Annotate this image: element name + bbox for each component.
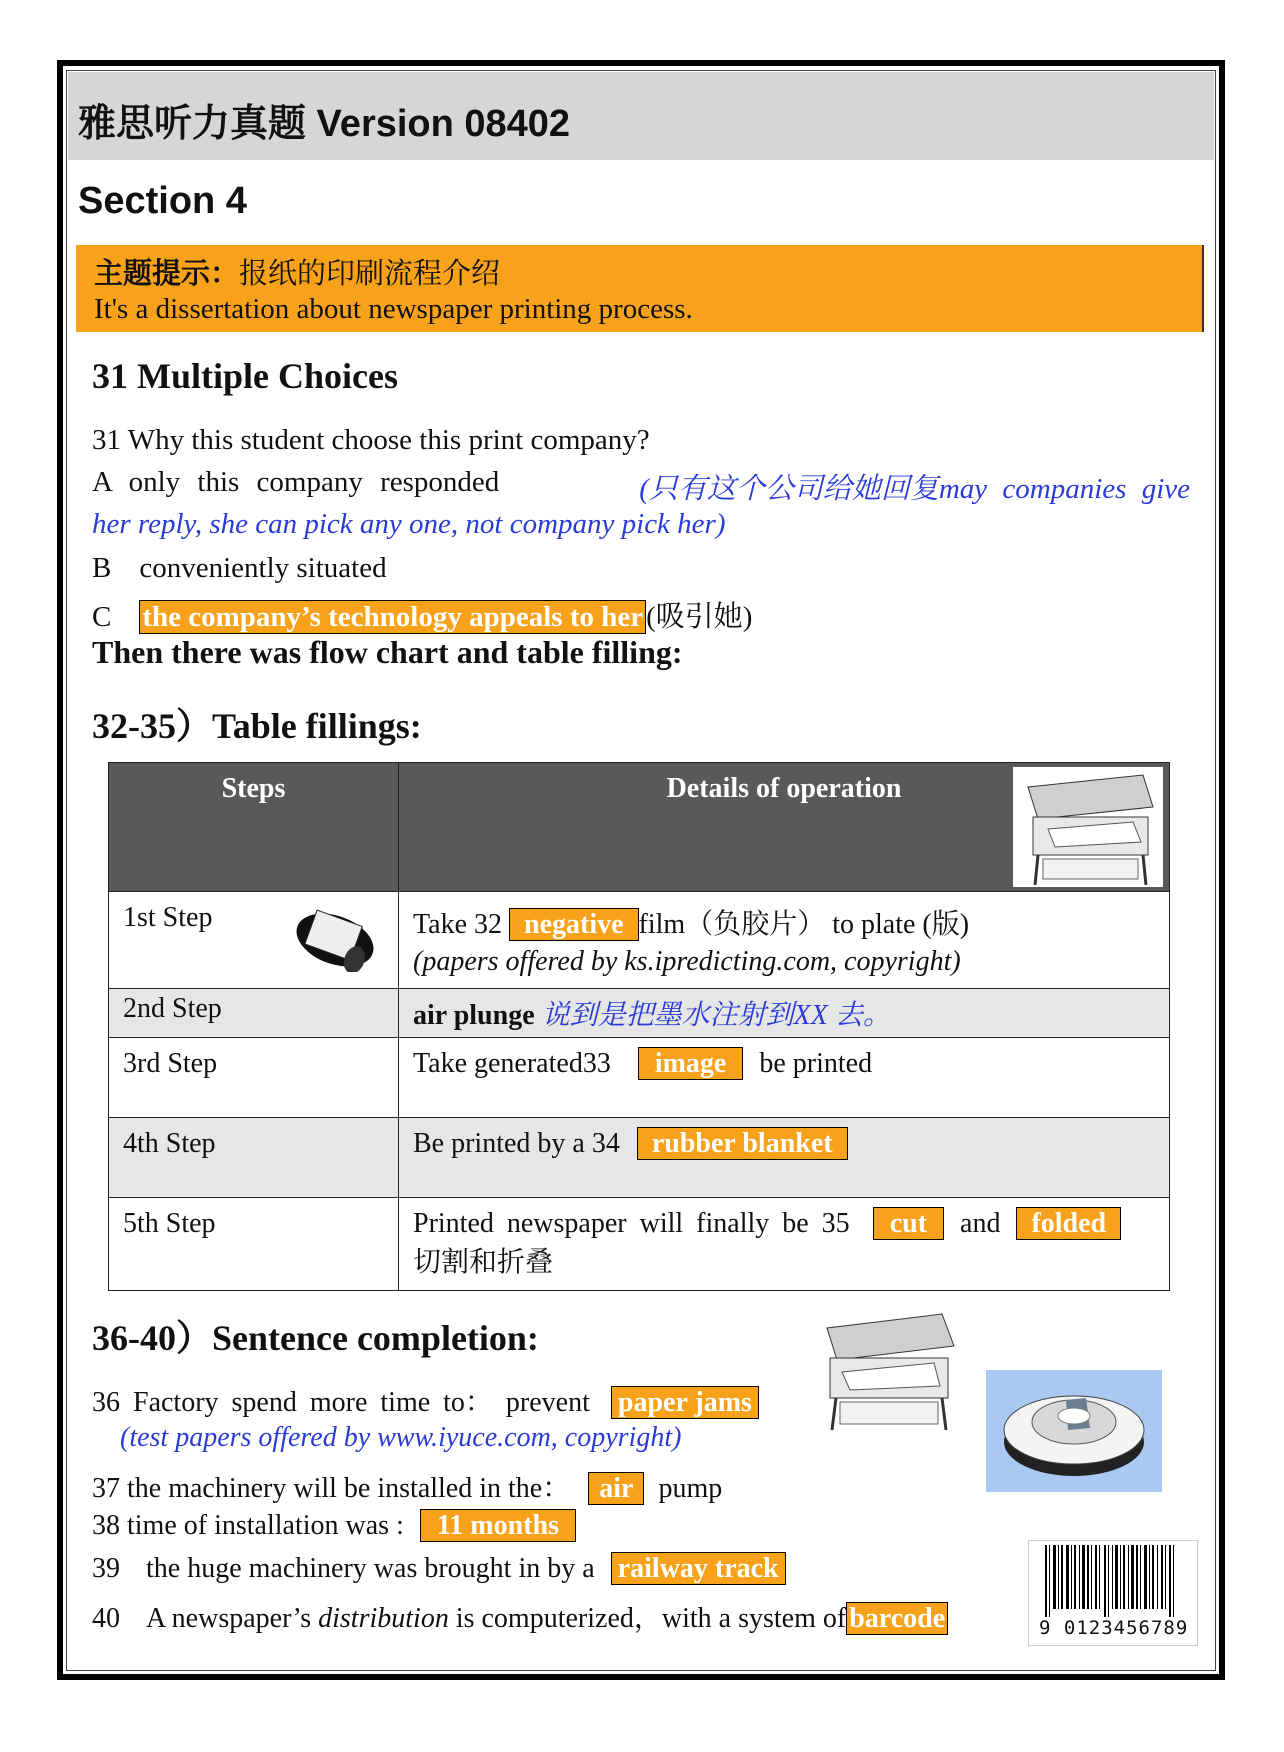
sentence-number: 39 — [92, 1553, 120, 1584]
answer-40: barcode — [846, 1602, 948, 1635]
answer-33: image — [638, 1047, 744, 1080]
col-details-label: Details of operation — [666, 773, 902, 804]
detail-note: (papers offered by ks.ipredicting.com, copyright) — [413, 946, 961, 977]
sentence-text: A newspaper’s — [146, 1603, 312, 1634]
sentence-36 — [92, 1380, 759, 1420]
transition-text: Then there was flow chart and table filling: — [92, 634, 683, 670]
option-c-note: (吸引她) — [646, 601, 753, 633]
q31-option-b — [92, 552, 387, 585]
detail-text-post: film（负胶片） to plate (版) — [638, 909, 970, 940]
barcode-digits: 9 0123456789 — [1039, 1617, 1189, 1639]
film-canister-icon — [290, 900, 380, 972]
detail-note: 切割和折叠 — [413, 1247, 554, 1278]
detail-text: Take generated33 — [413, 1048, 611, 1079]
detail-cell — [399, 1118, 1170, 1198]
col-steps: Steps — [109, 763, 399, 892]
option-a-note: (只有这个公司给她回复may companies give — [639, 473, 1190, 505]
detail-text-post: be printed — [759, 1048, 873, 1079]
q31-heading: 31 Multiple Choices — [92, 356, 398, 396]
step-cell: 4th Step — [109, 1118, 399, 1198]
detail-text: Be printed by a 34 — [413, 1128, 620, 1159]
option-c-letter: C — [92, 601, 112, 633]
option-b-text: conveniently situated — [139, 552, 387, 584]
sentence-text-italic: distribution — [318, 1603, 449, 1634]
sentence-number: 40 — [92, 1603, 120, 1634]
detail-cell — [399, 1038, 1170, 1118]
topic-label: 主题提示： — [94, 258, 240, 290]
sentence-37 — [92, 1466, 722, 1506]
step-cell: 3rd Step — [109, 1038, 399, 1118]
sentence-36-note: (test papers offered by www.iyuce.com, copyright) — [120, 1422, 682, 1453]
detail-cell — [399, 1198, 1170, 1291]
detail-text: Printed newspaper will finally be 35 — [413, 1208, 850, 1239]
option-a-note-cont: her reply, she can pick any one, not company pick her) — [92, 508, 726, 540]
q31-question: 31 Why this student choose this print company? — [92, 424, 650, 456]
steps-table — [108, 762, 1170, 1291]
answer-38: 11 months — [420, 1509, 576, 1542]
step-cell — [109, 892, 399, 989]
answer-39: railway track — [611, 1552, 786, 1585]
answer-35b: folded — [1016, 1207, 1121, 1240]
sentence-text: 36 Factory spend more time to： prevent — [92, 1387, 590, 1418]
sentence-text: 37 the machinery will be installed in the： — [92, 1473, 571, 1504]
detail-note: 说到是把墨水注射到XX 去。 — [541, 1000, 891, 1031]
table-header-row — [109, 763, 1170, 892]
option-b-letter: B — [92, 552, 112, 584]
topic-en: It's a dissertation about newspaper printing process. — [94, 293, 693, 325]
page-title: 雅思听力真题 Version 08402 — [78, 103, 571, 145]
sentence-text: the huge machinery was brought in by a — [146, 1553, 595, 1584]
detail-cell — [399, 892, 1170, 989]
sentence-38 — [92, 1510, 576, 1542]
table-heading: 32-35）Table fillings: — [92, 706, 422, 746]
col-details — [399, 763, 1170, 892]
table-row — [109, 892, 1170, 989]
answer-35a: cut — [873, 1207, 944, 1240]
sentence-39 — [92, 1553, 786, 1585]
detail-bold: air plunge — [413, 1000, 535, 1031]
table-row — [109, 1118, 1170, 1198]
answer-37: air — [588, 1472, 644, 1505]
pump-illustration — [986, 1370, 1162, 1492]
topic-text-cn: 报纸的印刷流程介绍 — [239, 258, 501, 290]
barcode-image — [1028, 1540, 1198, 1646]
table-row — [109, 989, 1170, 1038]
answer-36: paper jams — [611, 1386, 759, 1419]
topic-cn — [94, 251, 500, 292]
section-title: Section 4 — [78, 180, 247, 222]
q31-option-c — [92, 594, 752, 635]
detail-and: and — [960, 1208, 1001, 1239]
printer-icon — [1013, 767, 1163, 887]
sentence-40 — [92, 1596, 948, 1636]
topic-box — [76, 245, 1204, 332]
step-cell: 2nd Step — [109, 989, 399, 1038]
sentence-text-post: pump — [658, 1473, 723, 1504]
sentence-text: 38 time of installation was : — [92, 1510, 404, 1541]
answer-34: rubber blanket — [637, 1127, 848, 1160]
detail-line — [413, 1208, 1155, 1240]
printer-illustration — [812, 1308, 962, 1433]
answer-32: negative — [509, 908, 639, 941]
barcode-icon — [1029, 1545, 1195, 1621]
detail-line — [413, 902, 1155, 942]
answer-31: the company’s technology appeals to her — [139, 600, 646, 634]
sentence-text-b: is computerized，with a system of — [455, 1603, 847, 1634]
sentences-heading: 36-40）Sentence completion: — [92, 1318, 539, 1358]
step-label: 1st Step — [123, 902, 213, 933]
table-row — [109, 1038, 1170, 1118]
step-cell: 5th Step — [109, 1198, 399, 1291]
detail-text: Take 32 — [413, 909, 503, 940]
q31-option-a — [92, 466, 1190, 507]
detail-cell — [399, 989, 1170, 1038]
table-row — [109, 1198, 1170, 1291]
option-a-text: A only this company responded — [92, 466, 500, 498]
